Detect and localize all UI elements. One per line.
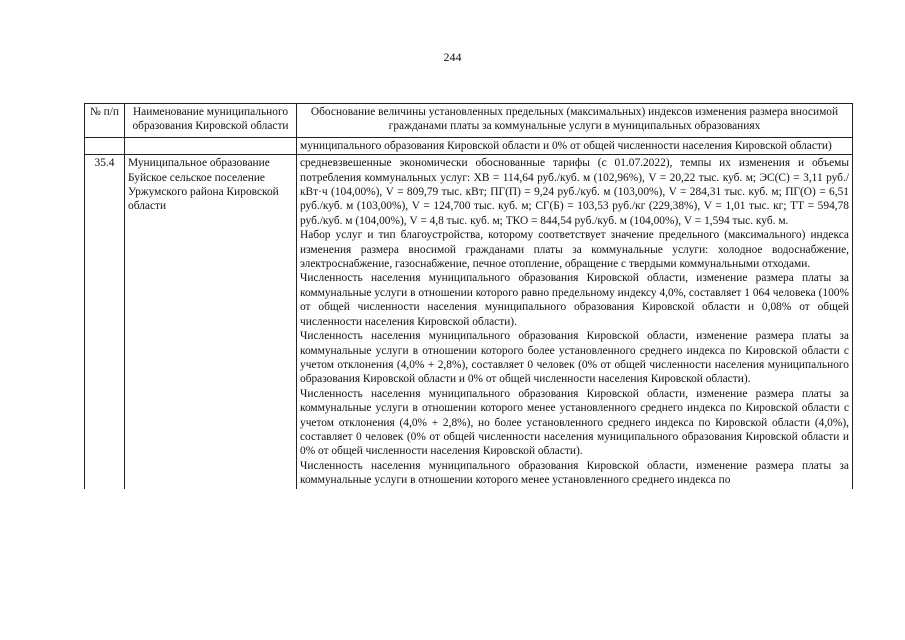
tariff-table [84, 103, 853, 489]
header-num: № п/п [85, 104, 125, 138]
paragraph-population-equal: Численность населения муниципального образования Кировской области, изменение размера платы за коммунальные услуги в отношении которого равно предельному индексу 4,0%, составляет 1 064 человека (100% от общей численности населения муниципального образования Кировской области и 0,08% от общей численности населения Кировской области). [300, 272, 849, 328]
table-row [85, 155, 853, 489]
continuation-text: муниципального образования Кировской области и 0% от общей численности населения Кировской области) [297, 137, 853, 154]
paragraph-population-above: Численность населения муниципального образования Кировской области, изменение размера платы за коммунальные услуги в отношении которого более установленного среднего индекса по Кировской области с учетом отклонения (4,0% + 2,8%), составляет 0 человек (0% от общей численности населения муниципального образования Кировской области и 0% от общей численности населения Кировской области). [300, 330, 849, 386]
paragraph-tariffs: средневзвешенные экономически обоснованные тарифы (с 01.07.2022), темпы их изменения и объемы потребления коммунальных услуг: ХВ = 114,64 руб./куб. м (102,96%), V = 20,22 тыс. куб. м; ЭС(С) = 3,11 руб./кВт·ч (104,00%), V = 809,79 тыс. кВт; ПГ(П) = 9,24 руб./куб. м (103,00%), V = 284,31 тыс. куб. м; ПГ(О) = 6,51 руб./куб. м (103,00%), V = 124,700 тыс. куб. м; СГ(Б) = 103,53 руб./кг (229,38%), V = 1,01 тыс. кг; ТТ = 594,78 руб./куб. м (104,00%), V = 4,8 тыс. куб. м; ТКО = 844,54 руб./куб. м (104,00%), V = 1,594 тыс. куб. м. [300, 157, 849, 227]
continuation-num-cell [85, 137, 125, 154]
municipality-name: Муниципальное образование Буйское сельское поселение Уржумского района Кировской области [125, 155, 297, 489]
page-number: 244 [443, 50, 462, 64]
row-number: 35.4 [85, 155, 125, 489]
continuation-name-cell [125, 137, 297, 154]
justification-cell [297, 155, 853, 489]
table-header-row [85, 104, 853, 138]
header-justification: Обоснование величины установленных предельных (максимальных) индексов изменения размера вносимой гражданами платы за коммунальные услуги в муниципальных образованиях [297, 104, 853, 138]
continuation-row [85, 137, 853, 154]
header-name: Наименование муниципального образования Кировской области [125, 104, 297, 138]
paragraph-population-below: Численность населения муниципального образования Кировской области, изменение размера платы за коммунальные услуги в отношении которого менее установленного среднего индекса по [300, 459, 849, 487]
paragraph-services: Набор услуг и тип благоустройства, которому соответствует значение предельного (максимального) индекса изменения размера вносимой гражданами платы за коммунальные услуги: холодное водоснабжение, электроснабжение, газоснабжение, печное отопление, обращение с твердыми коммунальными отходами. [300, 229, 849, 271]
paragraph-population-between: Численность населения муниципального образования Кировской области, изменение размера платы за коммунальные услуги в отношении которого менее установленного среднего индекса по Кировской области с учетом отклонения (4,0% + 2,8%), но более установленного среднего индекса по Кировской области (4,0%), составляет 0 человек (0% от общей численности населения муниципального образования Кировской области и 0% от общей численности населения Кировской области). [300, 387, 849, 458]
